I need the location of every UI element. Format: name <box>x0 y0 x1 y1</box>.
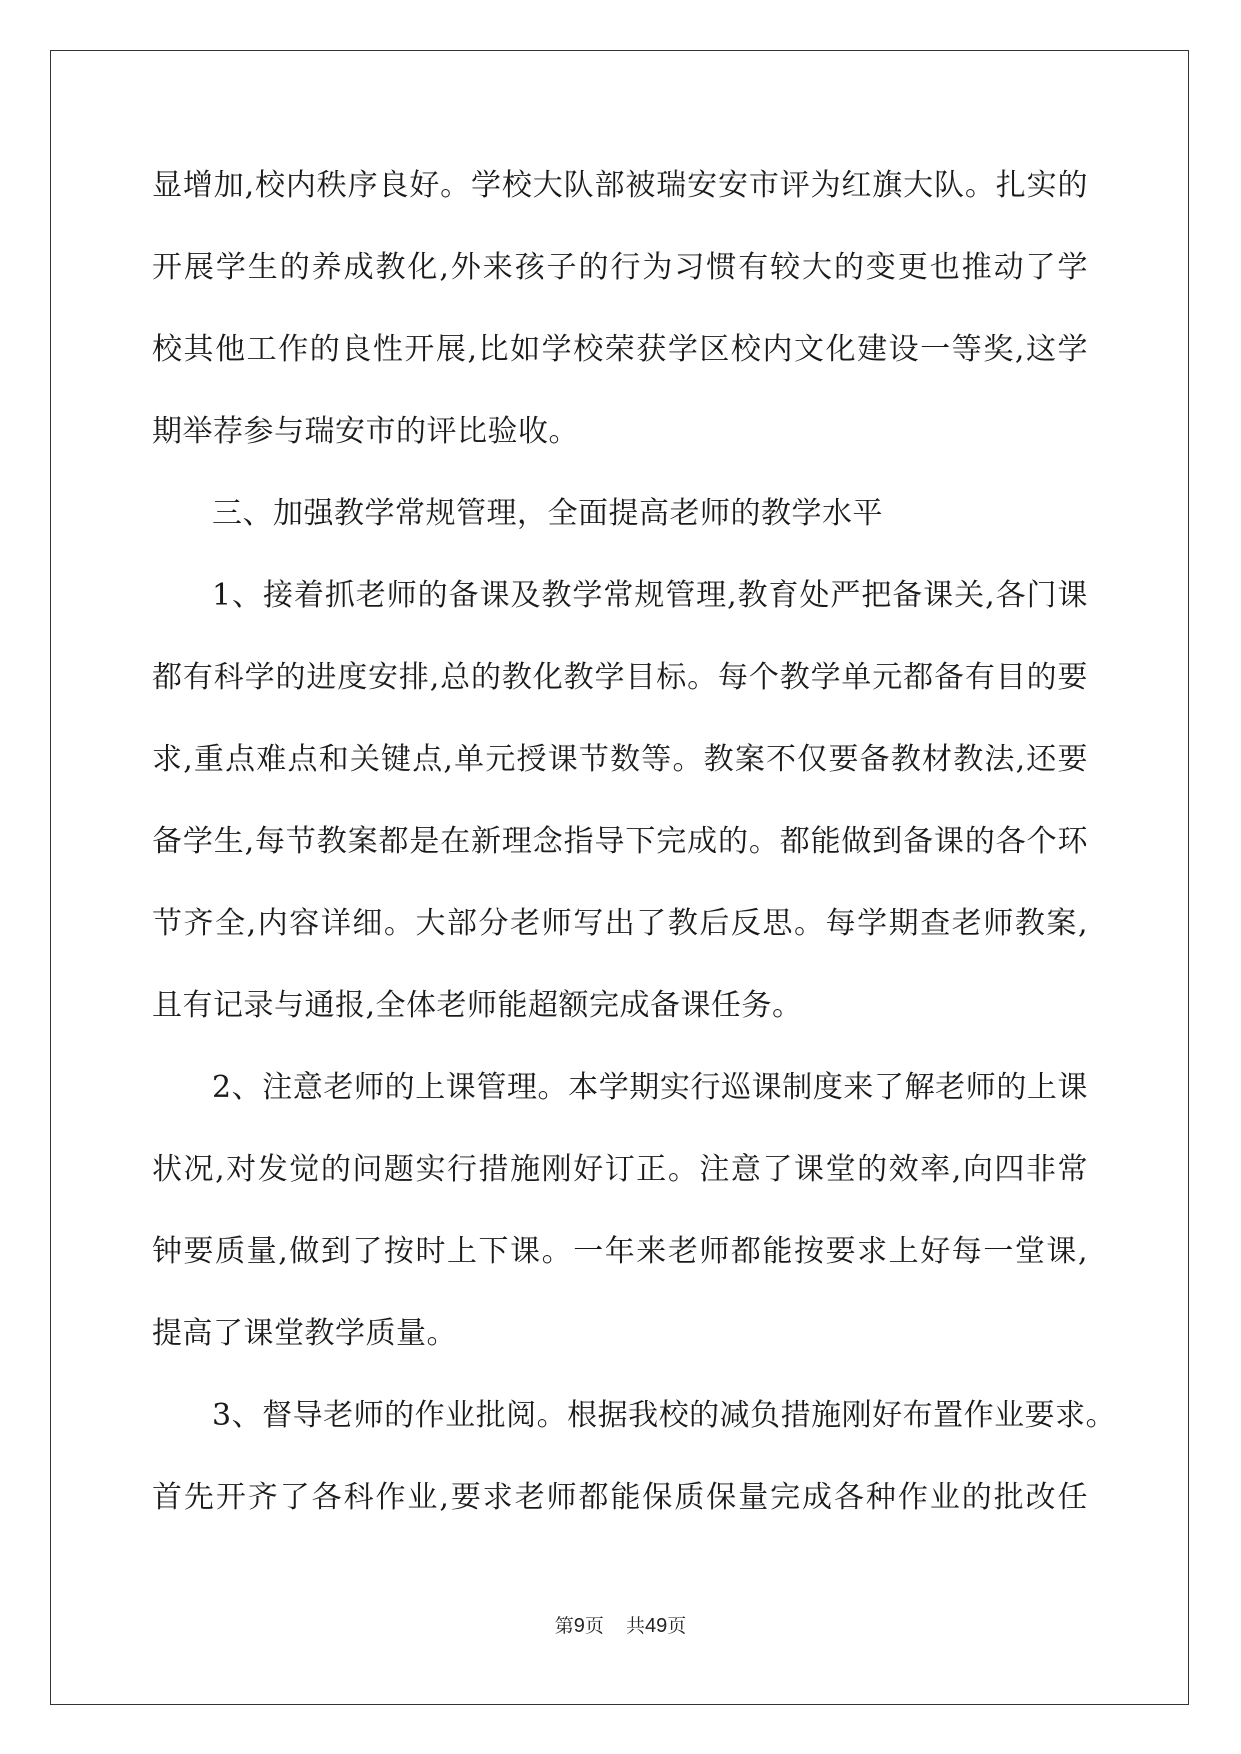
page-footer <box>0 1614 1241 1638</box>
page-suffix: 页 <box>584 1615 604 1637</box>
text-line: 校其他工作的良性开展,比如学校荣获学区校内文化建设一等奖,这学 <box>152 332 1088 367</box>
text-line: 状况,对发觉的问题实行措施刚好订正。注意了课堂的效率,向四非常 <box>152 1152 1088 1187</box>
text-line: 且有记录与通报,全体老师能超额完成备课任务。 <box>152 988 803 1023</box>
text-line: 都有科学的进度安排,总的教化教学目标。每个教学单元都备有目的要 <box>152 660 1088 695</box>
text-line: 提高了课堂教学质量。 <box>152 1316 457 1351</box>
total-suffix: 页 <box>667 1615 687 1637</box>
text-line: 期举荐参与瑞安市的评比验收。 <box>152 414 579 449</box>
text-line: 节齐全,内容详细。大部分老师写出了教后反思。每学期查老师教案, <box>152 906 1088 941</box>
page-prefix: 第 <box>554 1615 574 1637</box>
text-line: 1、接着抓老师的备课及教学常规管理,教育处严把备课关,各门课 <box>212 578 1088 613</box>
text-line: 2、注意老师的上课管理。本学期实行巡课制度来了解老师的上课 <box>212 1070 1088 1105</box>
text-line: 求,重点难点和关键点,单元授课节数等。教案不仅要备教材教法,还要 <box>152 742 1088 777</box>
text-line: 3、督导老师的作业批阅。根据我校的减负措施刚好布置作业要求。 <box>212 1398 1117 1433</box>
page-number: 9 <box>573 1615 585 1637</box>
text-line: 首先开齐了各科作业,要求老师都能保质保量完成各种作业的批改任 <box>152 1480 1088 1515</box>
total-prefix: 共 <box>625 1615 645 1637</box>
text-line: 开展学生的养成教化,外来孩子的行为习惯有较大的变更也推动了学 <box>152 250 1088 285</box>
text-line: 钟要质量,做到了按时上下课。一年来老师都能按要求上好每一堂课, <box>152 1234 1088 1269</box>
total-pages: 49 <box>644 1615 668 1637</box>
section-heading: 三、加强教学常规管理，全面提高老师的教学水平 <box>212 496 883 531</box>
text-line: 显增加,校内秩序良好。学校大队部被瑞安安市评为红旗大队。扎实的 <box>152 168 1088 203</box>
page-border <box>50 50 1189 1705</box>
text-line: 备学生,每节教案都是在新理念指导下完成的。都能做到备课的各个环 <box>152 824 1088 859</box>
